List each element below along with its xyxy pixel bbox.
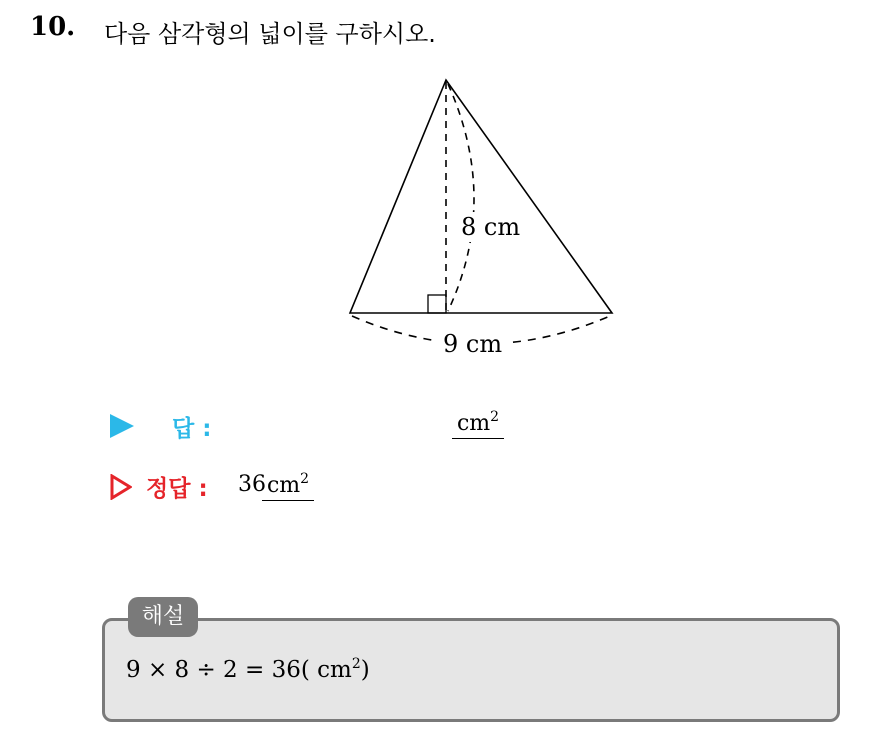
formula-main: 9 × 8 ÷ 2 = 36( cm [126, 657, 352, 683]
play-triangle-icon [110, 414, 134, 438]
explanation-tag: 해설 [128, 597, 198, 637]
answer-unit: cm [456, 411, 491, 436]
formula-close: ) [360, 657, 370, 683]
correct-unit-box [262, 472, 314, 501]
answer-blank[interactable] [452, 410, 504, 439]
correct-row [110, 470, 410, 504]
outline-triangle-icon [110, 474, 132, 500]
height-brace [448, 84, 474, 311]
correct-label: 정답 : [146, 476, 208, 502]
question-number: 10. [30, 12, 76, 42]
answer-row [110, 410, 530, 442]
correct-unit: cm [266, 473, 301, 498]
triangle [350, 80, 612, 313]
question-text: 다음 삼각형의 넓이를 구하시오. [104, 20, 436, 48]
formula-exp: 2 [351, 656, 361, 672]
right-angle-marker [428, 295, 446, 313]
explanation-formula [126, 657, 370, 683]
height-label: 8 cm [461, 213, 521, 241]
answer-label: 답 : [172, 416, 212, 442]
base-label: 9 cm [443, 330, 503, 358]
answer-unit-exp: 2 [490, 409, 500, 425]
correct-value: 36 [238, 472, 266, 497]
correct-unit-exp: 2 [300, 471, 310, 487]
